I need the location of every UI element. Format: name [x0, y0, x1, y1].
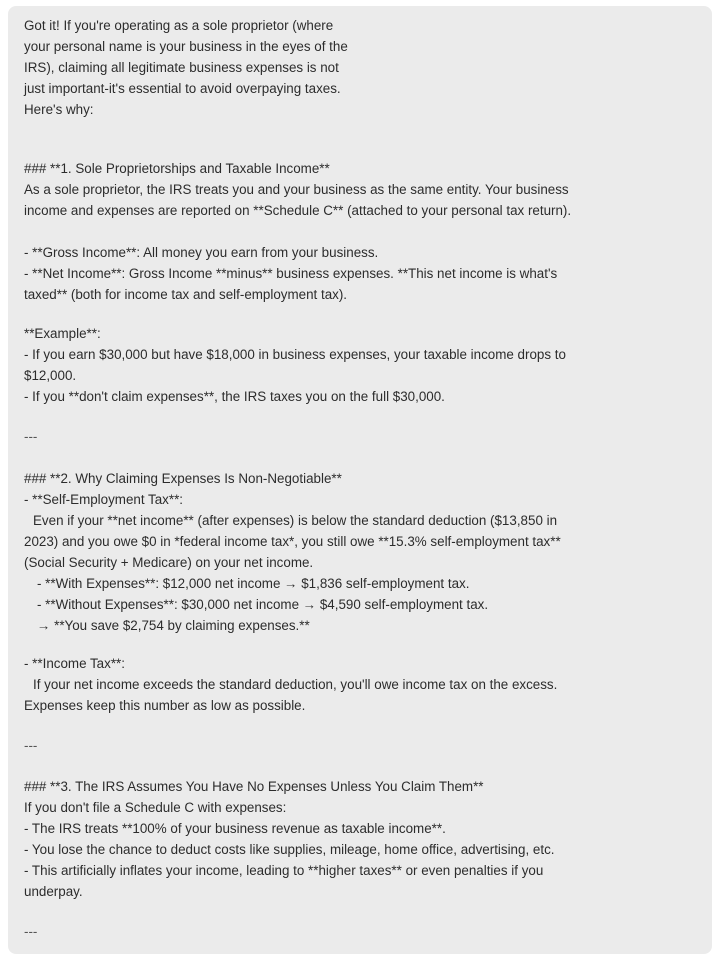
divider: ---	[24, 738, 38, 753]
intro-line: IRS), claiming all legitimate business expenses is not	[24, 60, 339, 75]
income-tax-label: - **Income Tax**:	[24, 656, 125, 671]
divider: ---	[24, 429, 38, 444]
bullet-line: underpay.	[24, 884, 83, 899]
intro-line: Got it! If you're operating as a sole proprietor (where	[24, 18, 334, 33]
example-label: **Example**:	[24, 326, 101, 341]
income-tax-line: Expenses keep this number as low as possible.	[24, 698, 306, 713]
bullet-line: - This artificially inflates your income, leading to **higher taxes** or even penalties if you	[24, 863, 544, 878]
bullet-line: - **Gross Income**: All money you earn from your business.	[24, 245, 379, 260]
example-line: - If you **don't claim expenses**, the IRS taxes you on the full $30,000.	[24, 389, 445, 404]
se-tax-line: Even if your **net income** (after expenses) is below the standard deduction ($13,850 in	[33, 513, 558, 528]
bullet-line: - The IRS treats **100% of your business revenue as taxable income**.	[24, 821, 446, 836]
se-tax-savings: → **You save $2,754 by claiming expenses.**	[37, 618, 310, 633]
section-heading-2: ### **2. Why Claiming Expenses Is Non-Negotiable**	[24, 471, 342, 486]
example-line: - If you earn $30,000 but have $18,000 in business expenses, your taxable income drops to	[24, 347, 566, 362]
body-line: income and expenses are reported on **Schedule C** (attached to your personal tax return).	[24, 203, 572, 218]
section-heading-1: ### **1. Sole Proprietorships and Taxable Income**	[24, 161, 330, 176]
income-tax-line: If your net income exceeds the standard deduction, you'll owe income tax on the excess.	[33, 677, 558, 692]
bullet-line: - You lose the chance to deduct costs like supplies, mileage, home office, advertising, etc.	[24, 842, 555, 857]
intro-line: your personal name is your business in the eyes of the	[24, 39, 348, 54]
divider: ---	[24, 924, 38, 939]
section-heading-3: ### **3. The IRS Assumes You Have No Expenses Unless You Claim Them**	[24, 779, 484, 794]
se-tax-point: - **With Expenses**: $12,000 net income → $1,836 self-employment tax.	[37, 576, 470, 591]
se-tax-point: - **Without Expenses**: $30,000 net income → $4,590 self-employment tax.	[37, 597, 489, 612]
body-line: If you don't file a Schedule C with expenses:	[24, 800, 287, 815]
se-tax-line: 2023) and you owe $0 in *federal income tax*, you still owe **15.3% self-employment tax**	[24, 534, 561, 549]
se-tax-label: - **Self-Employment Tax**:	[24, 492, 184, 507]
bullet-line: taxed** (both for income tax and self-employment tax).	[24, 287, 348, 302]
example-line: $12,000.	[24, 368, 77, 383]
se-tax-line: (Social Security + Medicare) on your net income.	[24, 555, 314, 570]
bullet-line: - **Net Income**: Gross Income **minus** business expenses. **This net income is what's	[24, 266, 558, 281]
body-line: As a sole proprietor, the IRS treats you and your business as the same entity. Your business	[24, 182, 569, 197]
intro-line: just important-it's essential to avoid overpaying taxes.	[24, 81, 341, 96]
intro-line: Here's why:	[24, 102, 94, 117]
